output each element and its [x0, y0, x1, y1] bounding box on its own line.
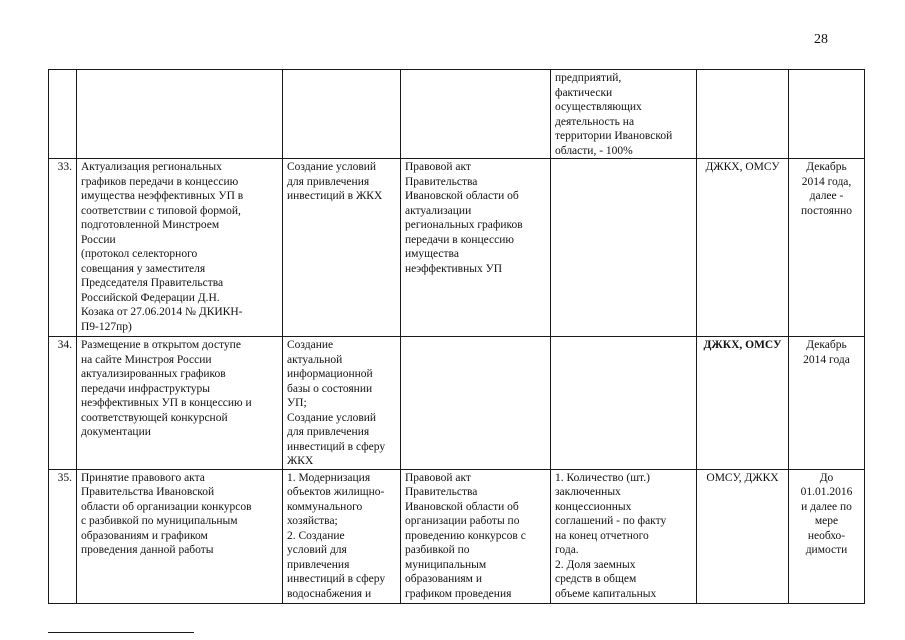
cell-deadline: Декабрь 2014 года [789, 337, 865, 470]
cell-executor: ДЖКХ, ОМСУ [697, 159, 789, 337]
cell-action: Принятие правового акта Правительства Ивановской области об организации конкурсов с разбивкой по муниципальным образованиям и графиком проведения данной работы [77, 469, 283, 603]
table-row [49, 70, 865, 159]
table-row [49, 469, 865, 603]
page-number: 28 [814, 32, 828, 47]
cell-goal: Создание условий для привлечения инвестиций в ЖКХ [283, 159, 401, 337]
cell-result [401, 70, 551, 159]
cell-action [77, 70, 283, 159]
cell-result: Правовой акт Правительства Ивановской области об актуализации региональных графиков передачи в концессию имущества неэффективных УП [401, 159, 551, 337]
cell-deadline: До 01.01.2016 и далее по мере необхо- димости [789, 469, 865, 603]
cell-number: 33. [49, 159, 77, 337]
cell-indicator: предприятий, фактически осуществляющих деятельность на территории Ивановской области, - 100% [551, 70, 697, 159]
cell-number: 35. [49, 469, 77, 603]
cell-indicator [551, 159, 697, 337]
cell-number: 34. [49, 337, 77, 470]
table-row [49, 337, 865, 470]
action-plan-table [48, 69, 865, 604]
cell-goal: Создание актуальной информационной базы о состоянии УП; Создание условий для привлечения инвестиций в сферу ЖКХ [283, 337, 401, 470]
cell-number [49, 70, 77, 159]
cell-deadline: Декабрь 2014 года, далее - постоянно [789, 159, 865, 337]
cell-indicator [551, 337, 697, 470]
footnote-separator [48, 632, 194, 633]
cell-executor: ОМСУ, ДЖКХ [697, 469, 789, 603]
cell-goal [283, 70, 401, 159]
cell-indicator: 1. Количество (шт.) заключенных концессионных соглашений - по факту на конец отчетного года. 2. Доля заемных средств в общем объеме капитальных [551, 469, 697, 603]
cell-goal: 1. Модернизация объектов жилищно- коммунального хозяйства; 2. Создание условий для привлечения инвестиций в сферу водоснабжения и [283, 469, 401, 603]
cell-executor: ДЖКХ, ОМСУ [697, 337, 789, 470]
cell-deadline [789, 70, 865, 159]
cell-result [401, 337, 551, 470]
cell-result: Правовой акт Правительства Ивановской области об организации работы по проведению конкурсов с разбивкой по муниципальным образованиям и графиком проведения [401, 469, 551, 603]
table-row [49, 159, 865, 337]
cell-action: Актуализация региональных графиков передачи в концессию имущества неэффективных УП в соответствии с типовой формой, подготовленной Минстроем России (протокол селекторного совещания у заместителя Председателя Правительства Российской Федерации Д.Н. Козака от 27.06.2014 № ДКИКН- П9-127пр) [77, 159, 283, 337]
cell-action: Размещение в открытом доступе на сайте Минстроя России актуализированных графиков передачи инфраструктуры неэффективных УП в концессию и соответствующей конкурсной документации [77, 337, 283, 470]
cell-executor [697, 70, 789, 159]
